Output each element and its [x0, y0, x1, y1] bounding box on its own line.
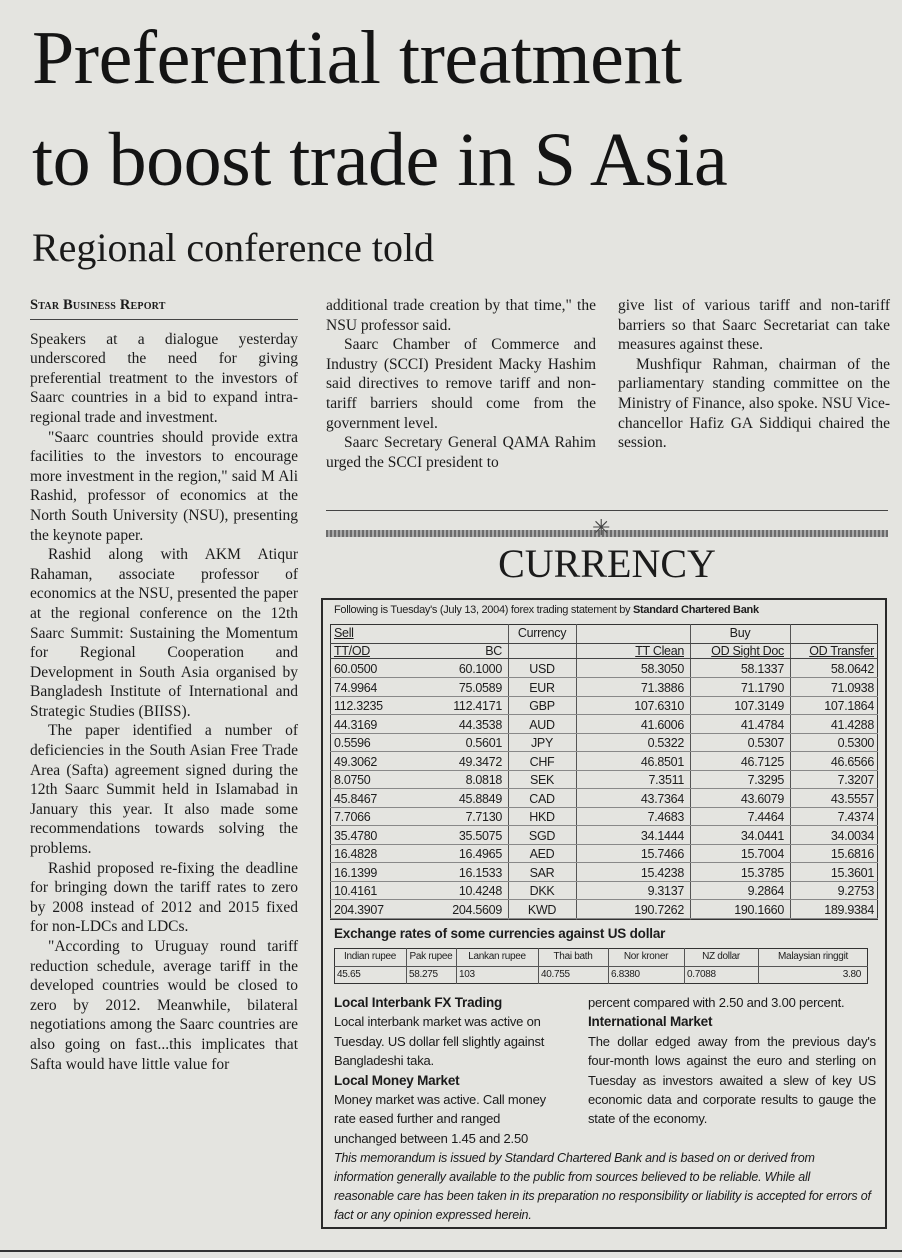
currency-code: AED [529, 847, 555, 861]
rate-tt-od: 10.4161 [334, 884, 378, 898]
rate-bc: 10.4248 [458, 884, 502, 898]
rate-od-transfer: 189.9384 [824, 902, 874, 917]
rate-bc: 8.0818 [465, 773, 502, 787]
us-dollar-rate-value: 40.755 [541, 969, 570, 980]
rate-od-sight-doc: 15.7004 [740, 847, 784, 861]
rate-od-sight-doc: 58.1337 [740, 662, 784, 676]
rate-od-sight-doc: 15.3785 [740, 865, 784, 880]
rate-tt-clean: 34.1444 [640, 828, 684, 843]
rate-od-transfer: 41.4288 [830, 717, 874, 732]
forex-row-rule [330, 862, 878, 863]
rate-tt-clean: 0.5322 [647, 736, 684, 750]
article-column-2 [326, 296, 596, 472]
sell-group-header: Sell [334, 626, 354, 640]
rate-bc: 44.3538 [458, 717, 502, 732]
headline-line-2: to boost trade in S Asia [32, 118, 728, 202]
currency-group-header: Currency [517, 626, 567, 640]
rate-tt-clean: 15.4238 [640, 865, 684, 880]
section-divider [326, 510, 888, 511]
currency-code: SAR [529, 865, 555, 880]
rate-bc: 112.4171 [453, 699, 502, 713]
us-dollar-column-rule [608, 948, 609, 984]
market-notes-left [334, 993, 566, 1148]
international-market-text: The dollar edged away from the previous day's four-month lows against the euro and sterling on Tuesday as investors awaited a slew of key US economic data and corporate results to gauge the state of the economy. [588, 1033, 876, 1127]
forex-column-rule [790, 624, 791, 920]
forex-row-rule [330, 733, 878, 734]
rate-tt-clean: 46.8501 [640, 754, 684, 769]
rate-od-transfer: 15.6816 [830, 847, 874, 861]
us-dollar-column-rule [684, 948, 685, 984]
us-dollar-rate-value: 0.7088 [687, 969, 716, 980]
rate-od-sight-doc: 46.7125 [740, 754, 784, 769]
us-dollar-rate-value: 103 [459, 969, 475, 980]
us-dollar-currency-name: Indian rupee [343, 951, 396, 962]
article-paragraph: "Saarc countries should provide extra facilities to the investors to encourage more investment in the region," said M Ali Rashid, professor of economics at the North South University (NSU), presenting the keynote paper. [30, 428, 298, 544]
column-header-tt-od: TT/OD [334, 644, 370, 658]
us-dollar-column-rule [758, 948, 759, 984]
rate-tt-clean: 9.3137 [647, 884, 684, 898]
rate-od-sight-doc: 43.6079 [740, 791, 784, 806]
us-dollar-column-rule [406, 948, 407, 984]
local-money-text: Money market was active. Call money rate eased further and ranged unchanged between 1.45 and 2.50 [334, 1092, 546, 1146]
rate-tt-od: 8.0750 [334, 773, 371, 787]
rate-bc: 16.4965 [458, 847, 502, 861]
rate-tt-clean: 41.6006 [640, 717, 684, 732]
local-money-title: Local Money Market [334, 1072, 460, 1088]
headline-line-1: Preferential treatment [32, 16, 682, 100]
byline: Star Business Report [30, 296, 298, 320]
rate-od-sight-doc: 7.3295 [747, 773, 784, 787]
rate-tt-clean: 58.3050 [640, 662, 684, 676]
local-interbank-title: Local Interbank FX Trading [334, 995, 503, 1010]
rate-tt-od: 112.3235 [334, 699, 383, 713]
rate-tt-od: 45.8467 [334, 791, 378, 806]
article-paragraph: The paper identified a number of deficiencies in the South Asian Free Trade Area (Safta) agreement signed during the 12th Saarc Summit held in Islamabad in January this year. It also made some recommendations towards solving the problems. [30, 722, 298, 858]
rate-od-sight-doc: 9.2864 [747, 884, 784, 898]
rate-od-sight-doc: 34.0441 [740, 828, 784, 843]
currency-code: GBP [529, 699, 555, 713]
rate-tt-od: 35.4780 [334, 828, 378, 843]
article-paragraph: Mushfiqur Rahman, chairman of the parliamentary standing committee on the Ministry of Finance, also spoke. NSU Vice-chancellor Hafiz GA Siddiqui chaired the session. [618, 355, 890, 452]
currency-code: SGD [528, 828, 556, 843]
currency-code: CHF [529, 754, 555, 769]
rate-bc: 0.5601 [465, 736, 502, 750]
rate-tt-clean: 71.3886 [640, 680, 684, 695]
article-column-1 [30, 296, 298, 1074]
rate-bc: 60.1000 [458, 662, 502, 676]
rate-tt-od: 16.1399 [334, 865, 378, 880]
rate-bc: 35.5075 [458, 828, 502, 843]
currency-code: KWD [527, 902, 557, 917]
us-dollar-rates-title: Exchange rates of some currencies against US dollar [334, 926, 666, 941]
us-dollar-column-rule [456, 948, 457, 984]
rate-od-sight-doc: 41.4784 [740, 717, 784, 732]
forex-row-rule [330, 899, 878, 900]
us-dollar-rate-value: 58.275 [409, 969, 438, 980]
rate-bc: 204.5609 [452, 902, 502, 917]
rate-od-transfer: 7.3207 [837, 773, 874, 787]
currency-code: JPY [530, 736, 554, 750]
us-dollar-currency-name: Malaysian ringgit [778, 951, 848, 962]
us-dollar-rate-value: 3.80 [842, 969, 861, 980]
rate-od-sight-doc: 7.4464 [747, 810, 784, 824]
rate-tt-clean: 7.3511 [648, 773, 684, 787]
currency-code: DKK [529, 884, 555, 898]
article-paragraph: give list of various tariff and non-tariff barriers so that Saarc Secretariat can take measures against these. [618, 297, 890, 354]
currency-code: HKD [529, 810, 555, 824]
rate-tt-od: 44.3169 [334, 717, 378, 732]
rate-bc: 45.8849 [458, 791, 502, 806]
forex-caption-bank: Standard Chartered Bank [633, 604, 759, 616]
forex-row-rule [330, 844, 878, 845]
local-money-continued: percent compared with 2.50 and 3.00 percent. [588, 995, 845, 1010]
article-paragraph: Saarc Chamber of Commerce and Industry (SCCI) President Macky Hashim said directives to remove tariff and non-tariff barriers should come from the government level. [326, 336, 596, 432]
article-paragraph: Rashid along with AKM Atiqur Rahaman, associate professor of economics at the NSU, presented the paper at the regional conference on the 12th Saarc Summit: Sustaining the Momentum for Regional Cooperation and Development in South Asia organised by Bangladesh Institute of International and Strategic Studies (BIISS). [30, 546, 298, 720]
local-interbank-text: Local interbank market was active on Tuesday. US dollar fell slightly against Bangladeshi taka. [334, 1014, 545, 1069]
article-paragraph: "According to Uruguay round tariff reduction schedule, average tariff in the developed countries would be closed to zero by 2012. Meanwhile, bilateral negotiations among the Saarc countries are also going on fast...this implicates that Safta would have little value for [30, 938, 298, 1073]
forex-row-rule [330, 770, 878, 771]
us-dollar-rate-value: 6.8380 [611, 969, 640, 980]
rate-tt-od: 7.7066 [334, 810, 371, 824]
rate-tt-clean: 43.7364 [640, 791, 684, 806]
currency-section-title: CURRENCY [498, 541, 716, 586]
rate-od-transfer: 0.5300 [837, 736, 874, 750]
column-header-bc: BC [485, 644, 502, 658]
page-bottom-rule [0, 1250, 902, 1252]
forex-row-rule [330, 788, 878, 789]
rate-tt-od: 0.5596 [334, 736, 371, 750]
article-paragraph: Speakers at a dialogue yesterday underscored the need for giving preferential treatment to the investors of Saarc countries in a bid to expand intra-regional trade and investment. [30, 330, 298, 426]
forex-row-rule [330, 825, 878, 826]
currency-code: EUR [529, 680, 555, 695]
rate-tt-clean: 190.7262 [634, 902, 684, 917]
rate-bc: 75.0589 [458, 680, 502, 695]
rate-tt-clean: 15.7466 [640, 847, 684, 861]
sun-icon: ✳ [592, 516, 611, 541]
rate-tt-od: 74.9964 [334, 680, 378, 695]
currency-code: USD [529, 662, 555, 676]
column-header-od-sight-doc: OD Sight Doc [711, 644, 784, 658]
rate-od-transfer: 43.5557 [830, 791, 874, 806]
rate-bc: 7.7130 [465, 810, 502, 824]
disclaimer: This memorandum is issued by Standard Chartered Bank and is based on or derived from information generally available to the public from sources believed to be reliable. While all reasonable care has been taken in its preparation no responsibility or liability is accepted for errors of fact or any opinion expressed herein. [334, 1151, 871, 1222]
buy-group-header: Buy [729, 626, 751, 640]
forex-row-rule [330, 696, 878, 697]
column-header-tt-clean: TT Clean [635, 644, 684, 658]
forex-column-rule [690, 624, 691, 920]
article-column-3 [618, 296, 890, 453]
us-dollar-currency-name: NZ dollar [702, 951, 740, 962]
rate-od-sight-doc: 0.5307 [747, 736, 784, 750]
forex-row-rule [330, 714, 878, 715]
forex-row-rule [330, 677, 878, 678]
us-dollar-rates-rule [334, 966, 868, 967]
forex-row-rule [330, 751, 878, 752]
rate-tt-od: 16.4828 [334, 847, 378, 861]
rate-tt-od: 60.0500 [334, 662, 378, 676]
currency-code: SEK [529, 773, 555, 787]
rate-od-transfer: 71.0938 [830, 680, 874, 695]
rate-od-sight-doc: 71.1790 [740, 680, 784, 695]
forex-row-rule [330, 881, 878, 882]
forex-row-rule [330, 918, 878, 919]
rate-tt-od: 204.3907 [334, 902, 384, 917]
rate-od-transfer: 58.0642 [830, 662, 874, 676]
rate-bc: 16.1533 [458, 865, 502, 880]
forex-column-rule [576, 624, 577, 920]
article-paragraph: Rashid proposed re-fixing the deadline for bringing down the tariff rates to zero by 2008 instead of 2012 and 2015 fixed for non-LDCs and LDCs. [30, 859, 298, 936]
international-market-title: International Market [588, 1014, 713, 1030]
rate-od-transfer: 15.3601 [830, 865, 874, 880]
rate-od-transfer: 34.0034 [830, 828, 874, 843]
rate-tt-od: 49.3062 [334, 754, 378, 769]
rate-od-sight-doc: 190.1660 [734, 902, 784, 917]
us-dollar-rate-value: 45.65 [337, 969, 361, 980]
rate-od-transfer: 9.2753 [837, 884, 874, 898]
column-header-od-transfer: OD Transfer [809, 644, 874, 658]
forex-caption-text: Following is Tuesday's (July 13, 2004) forex trading statement by [334, 604, 634, 616]
rate-od-sight-doc: 107.3149 [734, 699, 784, 713]
rate-bc: 49.3472 [458, 754, 502, 769]
market-notes-right [588, 993, 876, 1129]
currency-code: CAD [529, 791, 555, 806]
us-dollar-column-rule [538, 948, 539, 984]
rate-tt-clean: 7.4683 [647, 810, 684, 824]
rate-od-transfer: 46.6566 [830, 754, 874, 769]
rate-tt-clean: 107.6310 [634, 699, 684, 713]
subheadline: Regional conference told [32, 225, 435, 270]
forex-caption [334, 604, 759, 616]
us-dollar-currency-name: Nor kroner [623, 951, 669, 962]
forex-row-rule [330, 807, 878, 808]
currency-code: AUD [529, 717, 555, 732]
us-dollar-currency-name: Thai bath [553, 951, 593, 962]
us-dollar-currency-name: Pak rupee [409, 951, 453, 962]
rate-od-transfer: 107.1864 [824, 699, 874, 713]
article-paragraph: additional trade creation by that time," the NSU professor said. [326, 297, 596, 334]
rate-od-transfer: 7.4374 [837, 810, 874, 824]
us-dollar-currency-name: Lankan rupee [468, 951, 526, 962]
article-paragraph: Saarc Secretary General QAMA Rahim urged the SCCI president to [326, 434, 596, 471]
